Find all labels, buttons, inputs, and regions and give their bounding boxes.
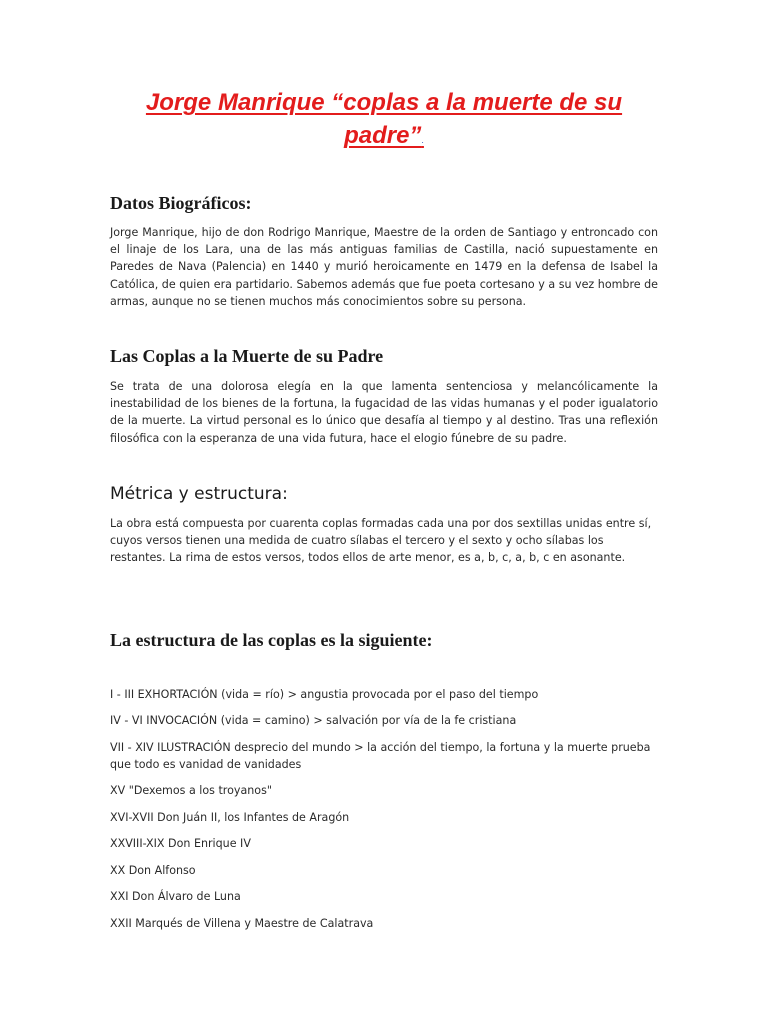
estructura-item: XVI-XVII Don Juán II, los Infantes de Aragón xyxy=(110,811,350,824)
estructura-item: XX Don Alfonso xyxy=(110,864,196,877)
estructura-heading: La estructura de las coplas es la siguiente: xyxy=(110,630,433,650)
metrica-heading: Métrica y estructura: xyxy=(110,484,288,504)
estructura-item: IV - VI INVOCACIÓN (vida = camino) > salvación por vía de la fe cristiana xyxy=(110,714,517,727)
estructura-item: XV "Dexemos a los troyanos" xyxy=(110,784,272,797)
bio-heading: Datos Biográficos: xyxy=(110,193,252,213)
title-mark: . xyxy=(421,135,424,145)
metrica-paragraph: La obra está compuesta por cuarenta coplas formadas cada una por dos sextillas unidas entre sí, cuyos versos tienen una medida de cuatro sílabas el tercero y el sexto y ocho sílabas los restantes. La rima de estos versos, todos ellos de arte menor, es a, b, c, a, b, c en asonante. xyxy=(110,517,652,565)
coplas-paragraph: Se trata de una dolorosa elegía en la que lamenta sentenciosa y melancólicamente la inestabilidad de los bienes de la fortuna, la fugacidad de las vidas humanas y el poder igualatorio de la muerte. La virtud personal es lo único que desafía al tiempo y al destino. Tras una reflexión filosófica con la esperanza de una vida futura, hace el elogio fúnebre de su padre. xyxy=(110,380,658,445)
estructura-item: XXI Don Álvaro de Luna xyxy=(110,890,241,903)
estructura-item: I - III EXHORTACIÓN (vida = río) > angustia provocada por el paso del tiempo xyxy=(110,688,539,701)
document-title-line-2: padre” xyxy=(344,122,422,149)
estructura-item: XXII Marqués de Villena y Maestre de Calatrava xyxy=(110,917,374,930)
document-title-line-1: Jorge Manrique “coplas a la muerte de su xyxy=(145,89,623,116)
estructura-item: VII - XIV ILUSTRACIÓN desprecio del mundo > la acción del tiempo, la fortuna y la muerte prueba que todo es vanidad de vanidades xyxy=(110,741,651,772)
estructura-item: XXVIII-XIX Don Enrique IV xyxy=(110,837,251,850)
document-title xyxy=(110,86,658,157)
bio-paragraph: Jorge Manrique, hijo de don Rodrigo Manrique, Maestre de la orden de Santiago y entroncado con el linaje de los Lara, una de las más antiguas familias de Castilla, nació supuestamente en Paredes de Nava (Palencia) en 1440 y murió heroicamente en 1479 en la defensa de Isabel la Católica, de quien era partidario. Sabemos además que fue poeta cortesano y a su vez hombre de armas, aunque no se tienen muchos más conocimientos sobre su persona. xyxy=(110,226,658,308)
coplas-heading: Las Coplas a la Muerte de su Padre xyxy=(110,346,384,366)
